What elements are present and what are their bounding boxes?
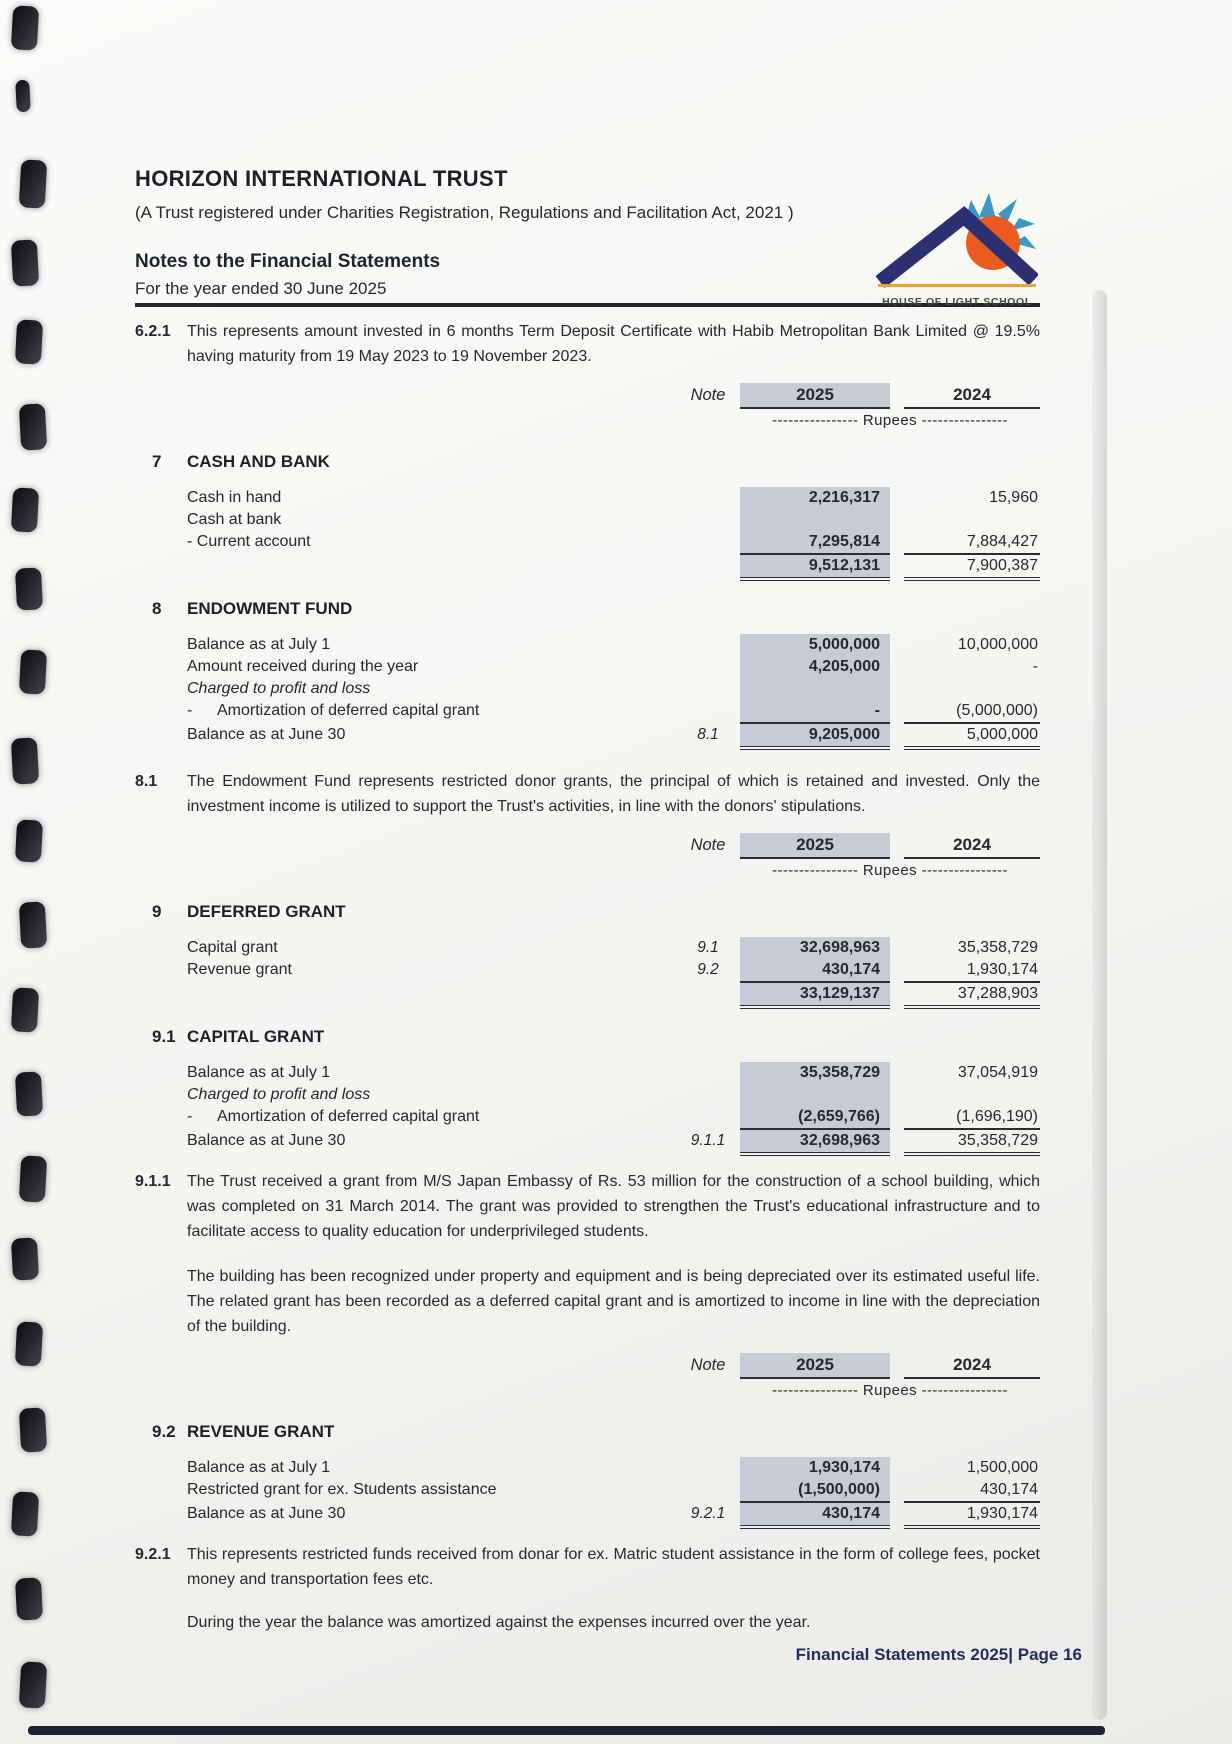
note-ref bbox=[676, 656, 740, 678]
amount-2024: 35,358,729 bbox=[904, 1130, 1040, 1153]
endowment-fund-table bbox=[135, 634, 1040, 747]
amount-2025: (2,659,766) bbox=[740, 1106, 890, 1130]
column-header-row bbox=[135, 1353, 1040, 1379]
binding-hole bbox=[19, 1661, 47, 1708]
amount-2024: 1,500,000 bbox=[966, 1459, 1038, 1476]
note-ref bbox=[676, 509, 740, 531]
row-label: Revenue grant bbox=[187, 961, 292, 978]
deferred-grant-table bbox=[135, 937, 1040, 1006]
note-ref bbox=[676, 678, 740, 700]
binding-hole bbox=[15, 80, 31, 113]
table-total-row bbox=[135, 1503, 1040, 1526]
amount-2025: 1,930,174 bbox=[740, 1457, 890, 1479]
amount-2025: - bbox=[740, 700, 890, 724]
note-ref: 9.1 bbox=[697, 939, 719, 956]
amount-2024 bbox=[904, 1084, 1040, 1106]
cash-and-bank-table bbox=[135, 487, 1040, 578]
section-7-heading bbox=[135, 451, 1040, 473]
note-ref: 9.2 bbox=[697, 961, 719, 978]
table-row bbox=[135, 656, 1040, 678]
section-91-heading bbox=[135, 1026, 1040, 1048]
rupees-caption: ---------------- Rupees ---------------- bbox=[772, 412, 1008, 429]
amount-2025: 7,295,814 bbox=[740, 531, 890, 555]
row-label: Balance as at July 1 bbox=[187, 1064, 331, 1081]
section-number: 8 bbox=[152, 599, 162, 618]
note-text: The Endowment Fund represents restricted donor grants, the principal of which is retained and invested. Only the investment income is utilized to support the Trust's activities, in line with the donors' stipulations. bbox=[187, 773, 1040, 815]
section-number: 9.2 bbox=[152, 1422, 176, 1441]
rupees-caption: ---------------- Rupees ---------------- bbox=[772, 862, 1008, 879]
binding-hole bbox=[11, 1491, 39, 1536]
row-label bbox=[135, 555, 676, 578]
amount-2025: 32,698,963 bbox=[740, 1130, 890, 1153]
note-text: The Trust received a grant from M/S Japan Embassy of Rs. 53 million for the construction of a school building, which was completed on 31 March 2014. The grant was provided to strengthen the Trust's educational infrastructure and to facilitate access to quality education for underprivileged students. bbox=[187, 1173, 1040, 1240]
row-label: - Current account bbox=[187, 533, 311, 550]
row-label: Balance as at July 1 bbox=[187, 636, 331, 653]
amount-2024: 35,358,729 bbox=[957, 939, 1038, 956]
amount-2025 bbox=[740, 1084, 890, 1106]
rupees-caption-row bbox=[135, 861, 1040, 881]
amount-2025: 5,000,000 bbox=[740, 634, 890, 656]
section-title: REVENUE GRANT bbox=[187, 1422, 335, 1441]
column-header-2024: 2024 bbox=[904, 1353, 1040, 1379]
column-header-note: Note bbox=[690, 386, 726, 404]
rupees-caption-row bbox=[135, 411, 1040, 431]
row-label: Cash in hand bbox=[187, 489, 282, 506]
binding-hole bbox=[11, 487, 39, 532]
table-row bbox=[135, 531, 1040, 555]
table-row bbox=[135, 678, 1040, 700]
column-header-note: Note bbox=[690, 836, 726, 854]
section-title: DEFERRED GRANT bbox=[187, 902, 346, 921]
section-number: 9 bbox=[152, 902, 162, 921]
row-label: Balance as at June 30 bbox=[187, 726, 346, 743]
note-ref bbox=[676, 1106, 740, 1130]
note-text: This represents restricted funds received from donar for ex. Matric student assistance in the form of college fees, pocket money and transportation fees etc. bbox=[187, 1546, 1040, 1588]
amount-2025: 4,205,000 bbox=[740, 656, 890, 678]
table-total-row bbox=[135, 555, 1040, 578]
note-ref bbox=[676, 487, 740, 509]
amount-2024 bbox=[904, 678, 1040, 700]
binding-hole bbox=[19, 649, 47, 694]
note-text: The building has been recognized under property and equipment and is being depreciated over its estimated useful life. The related grant has been recorded as a deferred capital grant and is amortized to income in line with the depreciation of the building. bbox=[187, 1268, 1040, 1335]
amount-2024 bbox=[904, 509, 1040, 531]
amount-2024: 5,000,000 bbox=[904, 724, 1040, 747]
column-header-2025: 2025 bbox=[740, 383, 890, 409]
row-label bbox=[135, 983, 676, 1006]
amount-2025 bbox=[740, 509, 890, 531]
section-title: ENDOWMENT FUND bbox=[187, 599, 353, 618]
note-number: 8.1 bbox=[135, 773, 158, 790]
amount-2025: 35,358,729 bbox=[740, 1062, 890, 1084]
doc-title: Notes to the Financial Statements bbox=[135, 251, 441, 272]
amount-2025: 9,205,000 bbox=[740, 724, 890, 747]
school-logo bbox=[876, 192, 1038, 308]
note-text: This represents amount invested in 6 months Term Deposit Certificate with Habib Metropolitan Bank Limited @ 19.5% having maturity from 19 May 2023 to 19 November 2023. bbox=[187, 323, 1040, 365]
note-number bbox=[135, 1264, 187, 1339]
column-header-2024: 2024 bbox=[904, 383, 1040, 409]
row-label: Balance as at July 1 bbox=[187, 1459, 331, 1476]
binding-hole bbox=[19, 159, 47, 208]
column-header-row bbox=[135, 383, 1040, 409]
note-81-paragraph bbox=[135, 769, 1040, 819]
binding-hole bbox=[15, 1321, 43, 1366]
note-ref: 9.1.1 bbox=[690, 1132, 726, 1149]
capital-grant-table bbox=[135, 1062, 1040, 1153]
table-row bbox=[135, 1457, 1040, 1479]
row-label: - Amortization of deferred capital grant bbox=[187, 1108, 480, 1125]
table-row bbox=[135, 1106, 1040, 1130]
binding-hole bbox=[11, 987, 39, 1032]
amount-2024: 7,900,387 bbox=[904, 555, 1040, 578]
table-total-row bbox=[135, 724, 1040, 747]
section-title: CASH AND BANK bbox=[187, 452, 330, 471]
table-row bbox=[135, 509, 1040, 531]
amount-2024: 1,930,174 bbox=[904, 959, 1040, 983]
amount-2025: 430,174 bbox=[740, 959, 890, 983]
amount-2024: 37,288,903 bbox=[904, 983, 1040, 1006]
binding-hole bbox=[11, 1237, 39, 1280]
column-header-2024: 2024 bbox=[904, 833, 1040, 859]
note-ref bbox=[676, 700, 740, 724]
note-number: 9.2.1 bbox=[135, 1546, 171, 1563]
report-period: For the year ended 30 June 2025 bbox=[135, 279, 387, 298]
binding-hole bbox=[19, 403, 47, 450]
note-ref bbox=[676, 555, 740, 578]
binding-hole bbox=[15, 1577, 43, 1620]
row-label: Capital grant bbox=[187, 939, 278, 956]
binding-hole bbox=[15, 819, 43, 862]
page-footer: Financial Statements 2025| Page 16 bbox=[795, 1645, 1082, 1664]
note-911-paragraph bbox=[135, 1169, 1040, 1244]
section-title: CAPITAL GRANT bbox=[187, 1027, 325, 1046]
row-label: Charged to profit and loss bbox=[187, 1086, 371, 1103]
rupees-caption-row bbox=[135, 1381, 1040, 1401]
note-621-paragraph bbox=[135, 319, 1040, 369]
table-total-row bbox=[135, 1130, 1040, 1153]
note-number bbox=[135, 1610, 187, 1635]
org-subtitle: (A Trust registered under Charities Registration, Regulations and Facilitation Act, 2021 ) bbox=[135, 203, 794, 222]
amount-2025: 32,698,963 bbox=[740, 937, 890, 959]
amount-2024: 430,174 bbox=[904, 1479, 1040, 1503]
row-label: Balance as at June 30 bbox=[187, 1132, 346, 1149]
table-row bbox=[135, 1084, 1040, 1106]
amount-2024: 10,000,000 bbox=[957, 636, 1038, 653]
table-row bbox=[135, 1479, 1040, 1503]
note-911-paragraph-2 bbox=[135, 1264, 1040, 1339]
amount-2024: (5,000,000) bbox=[904, 700, 1040, 724]
section-number: 7 bbox=[152, 452, 162, 471]
amount-2025: (1,500,000) bbox=[740, 1479, 890, 1503]
amount-2024: 37,054,919 bbox=[957, 1064, 1038, 1081]
binding-hole bbox=[11, 737, 39, 784]
amount-2025: 430,174 bbox=[740, 1503, 890, 1526]
amount-2025 bbox=[740, 678, 890, 700]
note-ref bbox=[676, 1084, 740, 1106]
table-row bbox=[135, 1062, 1040, 1084]
binding-hole bbox=[15, 567, 43, 610]
note-number: 6.2.1 bbox=[135, 323, 171, 340]
note-ref: 9.2.1 bbox=[690, 1505, 726, 1522]
note-ref bbox=[676, 983, 740, 1006]
note-ref bbox=[676, 1457, 740, 1479]
note-text: During the year the balance was amortized against the expenses incurred over the year. bbox=[187, 1614, 811, 1631]
table-row bbox=[135, 959, 1040, 983]
row-label: - Amortization of deferred capital grant bbox=[187, 702, 480, 719]
row-label: Restricted grant for ex. Students assistance bbox=[187, 1481, 497, 1498]
amount-2024: 7,884,427 bbox=[904, 531, 1040, 555]
table-row bbox=[135, 700, 1040, 724]
amount-2025: 2,216,317 bbox=[740, 487, 890, 509]
note-number: 9.1.1 bbox=[135, 1173, 171, 1190]
row-label: Cash at bank bbox=[187, 511, 282, 528]
table-total-row bbox=[135, 983, 1040, 1006]
org-name: HORIZON INTERNATIONAL TRUST bbox=[135, 166, 508, 191]
page-content bbox=[135, 0, 1082, 1665]
binding-hole bbox=[11, 239, 39, 286]
note-921-paragraph bbox=[135, 1542, 1040, 1592]
table-row bbox=[135, 487, 1040, 509]
page-edge-shadow bbox=[1092, 290, 1107, 1720]
note-ref bbox=[676, 634, 740, 656]
note-921-paragraph-2 bbox=[135, 1610, 1040, 1635]
row-label: Amount received during the year bbox=[187, 658, 419, 675]
amount-2024: 1,930,174 bbox=[904, 1503, 1040, 1526]
note-ref bbox=[676, 531, 740, 555]
amount-2025: 9,512,131 bbox=[740, 555, 890, 578]
revenue-grant-table bbox=[135, 1457, 1040, 1526]
amount-2024: (1,696,190) bbox=[904, 1106, 1040, 1130]
column-header-2025: 2025 bbox=[740, 1353, 890, 1379]
amount-2024: 15,960 bbox=[989, 489, 1038, 506]
column-header-row bbox=[135, 833, 1040, 859]
table-row bbox=[135, 937, 1040, 959]
binding-hole bbox=[19, 1155, 47, 1202]
binding-hole bbox=[19, 1407, 47, 1452]
section-number: 9.1 bbox=[152, 1027, 176, 1046]
section-9-heading bbox=[135, 901, 1040, 923]
binding-hole bbox=[15, 319, 43, 364]
logo-caption: HOUSE OF LIGHT SCHOOL bbox=[882, 296, 1032, 308]
scan-bottom-edge bbox=[28, 1726, 1105, 1735]
rupees-caption: ---------------- Rupees ---------------- bbox=[772, 1382, 1008, 1399]
binding-hole bbox=[19, 901, 47, 948]
section-92-heading bbox=[135, 1421, 1040, 1443]
note-ref bbox=[676, 1062, 740, 1084]
column-header-note: Note bbox=[690, 1356, 726, 1374]
row-label: Charged to profit and loss bbox=[187, 680, 371, 697]
amount-2025: 33,129,137 bbox=[740, 983, 890, 1006]
note-ref: 8.1 bbox=[697, 726, 719, 743]
document-header bbox=[135, 166, 1040, 307]
row-label: Balance as at June 30 bbox=[187, 1505, 346, 1522]
section-8-heading bbox=[135, 598, 1040, 620]
binding-hole bbox=[11, 5, 39, 50]
table-row bbox=[135, 634, 1040, 656]
binding-hole bbox=[15, 1071, 43, 1116]
amount-2024: - bbox=[1032, 658, 1038, 675]
roof-sun-rays-icon bbox=[876, 192, 1038, 290]
note-ref bbox=[676, 1479, 740, 1503]
column-header-2025: 2025 bbox=[740, 833, 890, 859]
